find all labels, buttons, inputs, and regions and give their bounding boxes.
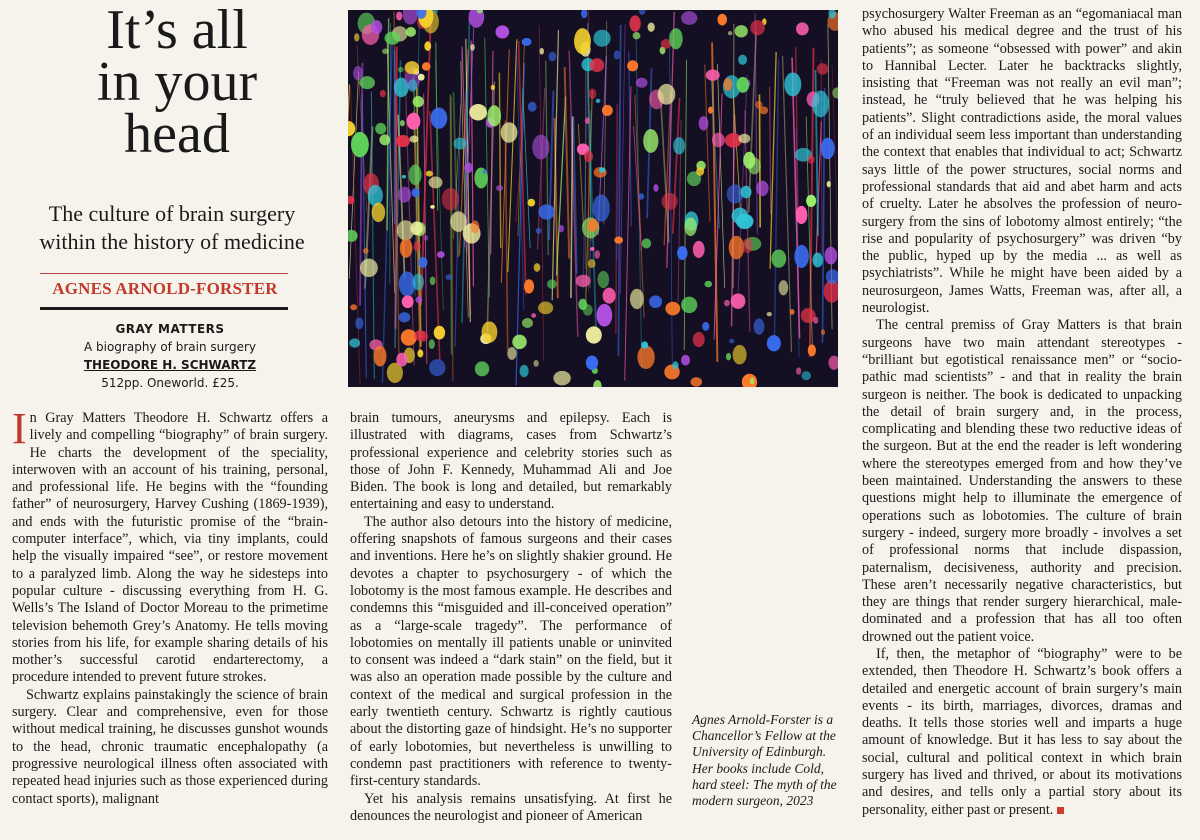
book-author: THEODORE H. SCHWARTZ <box>83 358 257 372</box>
neuron-illustration <box>348 10 838 387</box>
byline: AGNES ARNOLD-FORSTER <box>52 279 278 298</box>
end-mark-icon <box>1057 807 1064 814</box>
article-paragraph: The author also detours into the history of medicine, offering snapshots of famous surgeons and their cases and inventions. Here he’s on slightly shakier ground. He devotes a chapter to psychosurgery - of which the lobotomy is the most famous example. He describes and condemns this “misguided and ill-conceived operation” as a “large-scale tragedy”. The performance of lobotomies on mentally ill patients unable or uninvited to consent was indeed a “dark stain” on the field, but it was also an operation made possible by the culture and context of the medical and surgical profession in the early twentieth century. Schwartz is rightly cautious about the distorting gaze of hindsight. He’s no supporter of early lobotomies, but nevertheless is unwilling to condemn past practitioners with reference to twenty-first-century standards. <box>350 513 672 790</box>
neuron-photo <box>348 10 838 387</box>
headline <box>42 0 312 165</box>
book-title: GRAY MATTERS <box>115 322 225 336</box>
article-paragraph: The central premiss of Gray Matters is that brain surgeons have two main attendant stereotypes - “brilliant but egotistical renaissance men” or “socio-pathic mad scientists” - and that in reality the brain surgeon is neither. The book is dedicated to unpacking the detail of brain surgery and, in the process, complicating and blending these two reductive ideas of the surgeon. But at the end the reader is left wondering where the stereotypes emerged from and how they’ve been maintained. Understanding the answers to these questions might help to illuminate the emergence of operations such as lobotomies. The culture of brain surgery - indeed, surgery more broadly - involves a set of professional norms that include dispassion, paternalism, decisiveness, authority and precision. These aren’t necessarily negative characteristics, but they are things that render surgery hierarchical, male-dominated and a profession that has all too often drowned out the patient voice. <box>862 317 1182 645</box>
drop-cap: I <box>12 404 27 453</box>
headline-line: head <box>124 103 230 165</box>
article-paragraph: Schwartz explains painstakingly the science of brain surgery. Clear and comprehensive, even for those without medical training, he discusses gunshot wounds to the head, chronic traumatic encephalopathy (a progressive neurological illness often associated with repeated head injuries such as those experienced during contact sports), malignant <box>12 686 328 807</box>
headline-line: It’s all <box>106 0 248 61</box>
article-column-2 <box>350 410 672 825</box>
standfirst-line: within the history of medicine <box>39 229 305 254</box>
article-column-3 <box>862 6 1182 819</box>
article-column-1 <box>12 404 328 808</box>
article-paragraph: Yet his analysis remains unsatisfying. At first he denounces the neurologist and pioneer of American <box>350 790 672 824</box>
headline-line: in your <box>96 51 258 113</box>
standfirst-line: The culture of brain surgery <box>48 201 296 226</box>
book-subtitle: A biography of brain surgery <box>83 340 256 354</box>
article-paragraph: brain tumours, aneurysms and epilepsy. Each is illustrated with diagrams, cases from Schwartz’s professional experience and celebrity stories such as those of John F. Kennedy, Muhammad Ali and Joe Biden. The book is long and detailed, but remarkably entertaining and easy to understand. <box>350 410 672 513</box>
divider <box>40 307 288 310</box>
book-info <box>40 320 300 392</box>
article-paragraph: If, then, the metaphor of “biography” were to be extended, then Theodore H. Schwartz’s book offers a detailed and energetic account of brain surgery’s main events - its birth, marriages, divorces, dramas and deaths. It tells those stories well and imparts a huge amount of knowledge. But it has less to say about the social, cultural and political context in which brain surgery has lived and thrived, or about its motivations and desires, and tells only a partial story about its personality, either past or present. <box>862 645 1182 818</box>
author-bio: Agnes Arnold-Forster is a Chancellor’s Fellow at the University of Edinburgh. Her books include Cold, hard steel: The myth of the modern surgeon, 2023 <box>692 712 837 809</box>
article-paragraph: In Gray Matters Theodore H. Schwartz offers a lively and compelling “biography” of brain surgery. He charts the development of the speciality, interwoven with an account of his training, personal, and professional life. He begins with the “founding father” of neurosurgery, Harvey Cushing (1869-1939), and ends with the futuristic promise of the “brain-computer interface”, which, via tiny implants, could help the visually impaired “see”, or restore movement to a paralyzed limb. Along the way he sidesteps into popular culture - discussing everything from H. G. Wells’s The Island of Doctor Moreau to the primetime television behemoth Grey’s Anatomy. He tells moving stories from his life, for example sharing details of his mother’s successful carotid endarterectomy, a procedure intended to prevent future strokes. <box>12 404 328 686</box>
standfirst <box>22 200 322 256</box>
book-details: 512pp. Oneworld. £25. <box>101 376 239 390</box>
article-paragraph: psychosurgery Walter Freeman as an “egomaniacal man who abused his medical degree and the trust of his patients”; as someone “obsessed with power” and akin to Hannibal Lecter. Later he backtracks slightly, insisting that “Freeman was not really an evil man”; instead, he “truly believed that he was helping his patients”. Slight contradictions aside, the moral values of an individual seem less important than understanding the context that enables that individual to act; Schwartz says little of the power structures, social norms and professional standards that aid and abet harm and acts of cruelty. Later he absolves the profession of neuro-surgery from the sins of lobotomy almost entirely; “the rise and popularity of psychosurgery” was driven “by the public, hyped up by the media ... as well as psychiatrists”. While he might have been aided by a neurosurgeon, James Watts, Freeman was, after all, a neurologist. <box>862 6 1182 317</box>
divider <box>40 273 288 274</box>
